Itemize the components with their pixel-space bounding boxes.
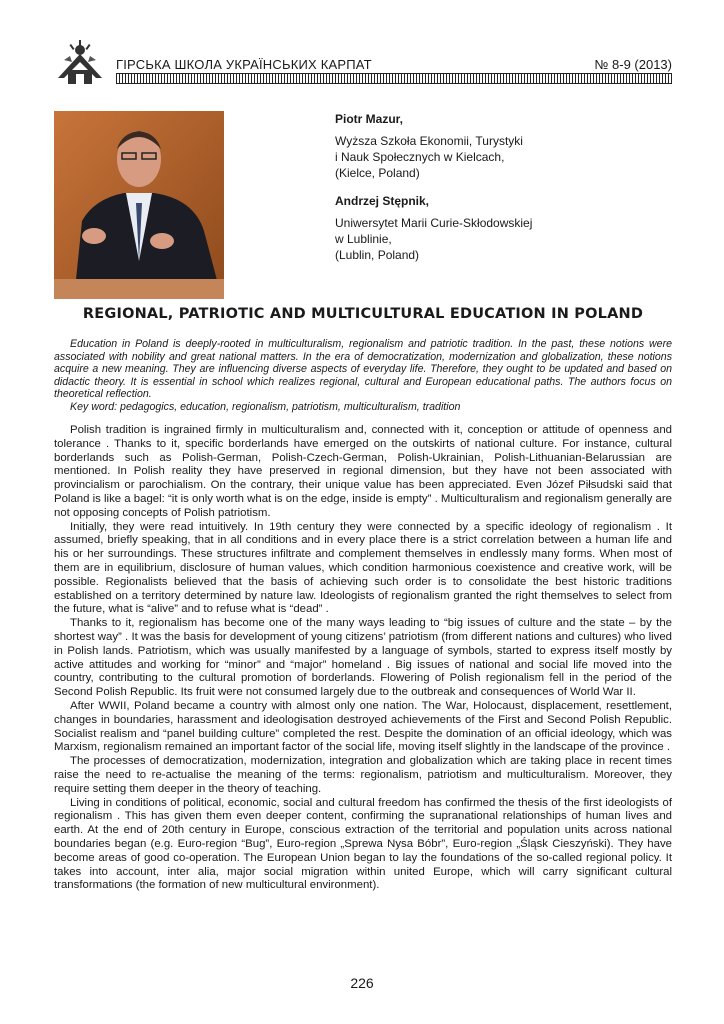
abstract (54, 338, 672, 414)
body-paragraph: The processes of democratization, modernization, integration and globalization which are taking place in recent times raise the need to re-actualise the meaning of the terms: regionalism, patriotism and multiculturalism. Moreover, they require setting them deeper in the theory of teaching. (54, 755, 672, 795)
issue-number: № 8-9 (2013) (594, 57, 672, 72)
page-number: 226 (350, 975, 374, 991)
author-affiliation: Wyższa Szkoła Ekonomii, Turystyki i Nauk Społecznych w Kielcach, (Kielce, Poland) (335, 134, 523, 180)
article-title: REGIONAL, PATRIOTIC AND MULTICULTURAL EDUCATION IN POLAND (82, 306, 644, 322)
journal-title: ГІРСЬКА ШКОЛА УКРАЇНСЬКИХ КАРПАТ (116, 57, 372, 72)
keywords: Key word: pedagogics, education, regionalism, patriotism, multiculturalism, tradition (70, 400, 461, 413)
school-emblem-icon (54, 40, 106, 88)
author-name: Andrzej Stępnik, (335, 194, 430, 208)
header-rule (116, 73, 672, 84)
page-header (54, 40, 672, 88)
body-paragraph: After WWII, Poland became a country with almost only one nation. The War, Holocaust, displacement, resettlement, changes in boundaries, harassment and ideologisation destroyed achievements of the First and Second Polish Republic. Socialist realism and “panel building culture” completed the rest. Despite the domination of an official ideology, which was Marxism, regionalism remained an important factor of the social life, moving itself slightly in the landscape of the province . (54, 699, 672, 754)
body-paragraph: Polish tradition is ingrained firmly in multiculturalism and, connected with it, conception or attitude of openness and tolerance . Thanks to it, specific borderlands have emerged on the outskirts of national culture. For instance, cultural borderlands such as Polish-German, Polish-Czech-German, Polish-Ukrainian, Polish-Lithuanian-Belarussian are mentioned. In Polish reality they have preserved in regional dimension, but they have not been associated with provincialism or parochialism. On the contrary, their unique value has been appreciated. Even Józef Piłsudski said that Poland is like a bagel: “it is only worth what is on the edge, inside is empty” . Multiculturalism and regionalism generally are not opposing concepts of Polish patriotism. (54, 424, 672, 519)
article-body (54, 424, 672, 893)
abstract-text: Education in Poland is deeply-rooted in multiculturalism, regionalism and patriotic tradition. In the past, these notions were associated with nobility and great national matters. In the era of democratization, modernization and globalization, these notions acquire a new meaning. They are influencing diverse aspects of everyday life. Therefore, they ought to be updated and based on didactic theory. It is essential in school which realizes regional, cultural and European educational paths. The authors focus on theoretical reflection. (54, 338, 672, 401)
authors-block (335, 111, 635, 275)
author-photo (54, 111, 224, 299)
body-paragraph: Initially, they were read intuitively. In 19th century they were connected by a specific ideology of regionalism . It assumed, briefly speaking, that in all conditions and in every place there is a strict correlation between a human life and his or her surroundings. These structures infiltrate and complement themselves in endlessly many forms. When most of them are in equilibrium, disclosure of human values, which condition harmonious coexistence and creative work, will be possible. Regionalists believed that the basis of achieving such order is to consolidate the best historic traditions established on a territory determined by nature law. Ideologists of regionalism granted the right themselves to select from the future, what is “alive” and to refuse what is “dead” . (54, 520, 672, 616)
body-paragraph: Living in conditions of political, economic, social and cultural freedom has confirmed the thesis of the first ideologists of regionalism . This has given them even deeper content, confirming the supranational relationships of human lives and earth. At the end of 20th century in Europe, conscious extraction of the territorial and population units across national boundaries began (e.g. Euro-region “Bug”, Euro-region „Sprewa Nysa Bóbr”, Euro-region „Śląsk Cieszyński). They have become areas of good co-operation. The European Union began to lay the foundations of the so-called regional policy. It takes into account, inter alia, major social migration within united Europe, which will carry significant cultural transformations (the formation of new multicultural environment). (54, 796, 672, 892)
body-paragraph: Thanks to it, regionalism has become one of the many ways leading to “big issues of culture and the state – by the shortest way” . It was the basis for development of young citizens’ patriotism (from different nations and cultures) who lived in Polish lands. Patriotism, which was usually manifested by a language of symbols, started to express itself mostly by active attitudes and working for “minor” and “major” homeland . Big issues of national and social life moved into the country, contributing to the cultural promotion of borderlands. Flowering of Polish regionalism fell in the period of the Second Polish Republic. Its fruit were not consumed largely due to the outbreak and consequences of World War II. (54, 617, 672, 699)
author-name: Piotr Mazur, (335, 112, 404, 126)
author-affiliation: Uniwersytet Marii Curie-Skłodowskiej w Lublinie, (Lublin, Poland) (335, 216, 533, 262)
